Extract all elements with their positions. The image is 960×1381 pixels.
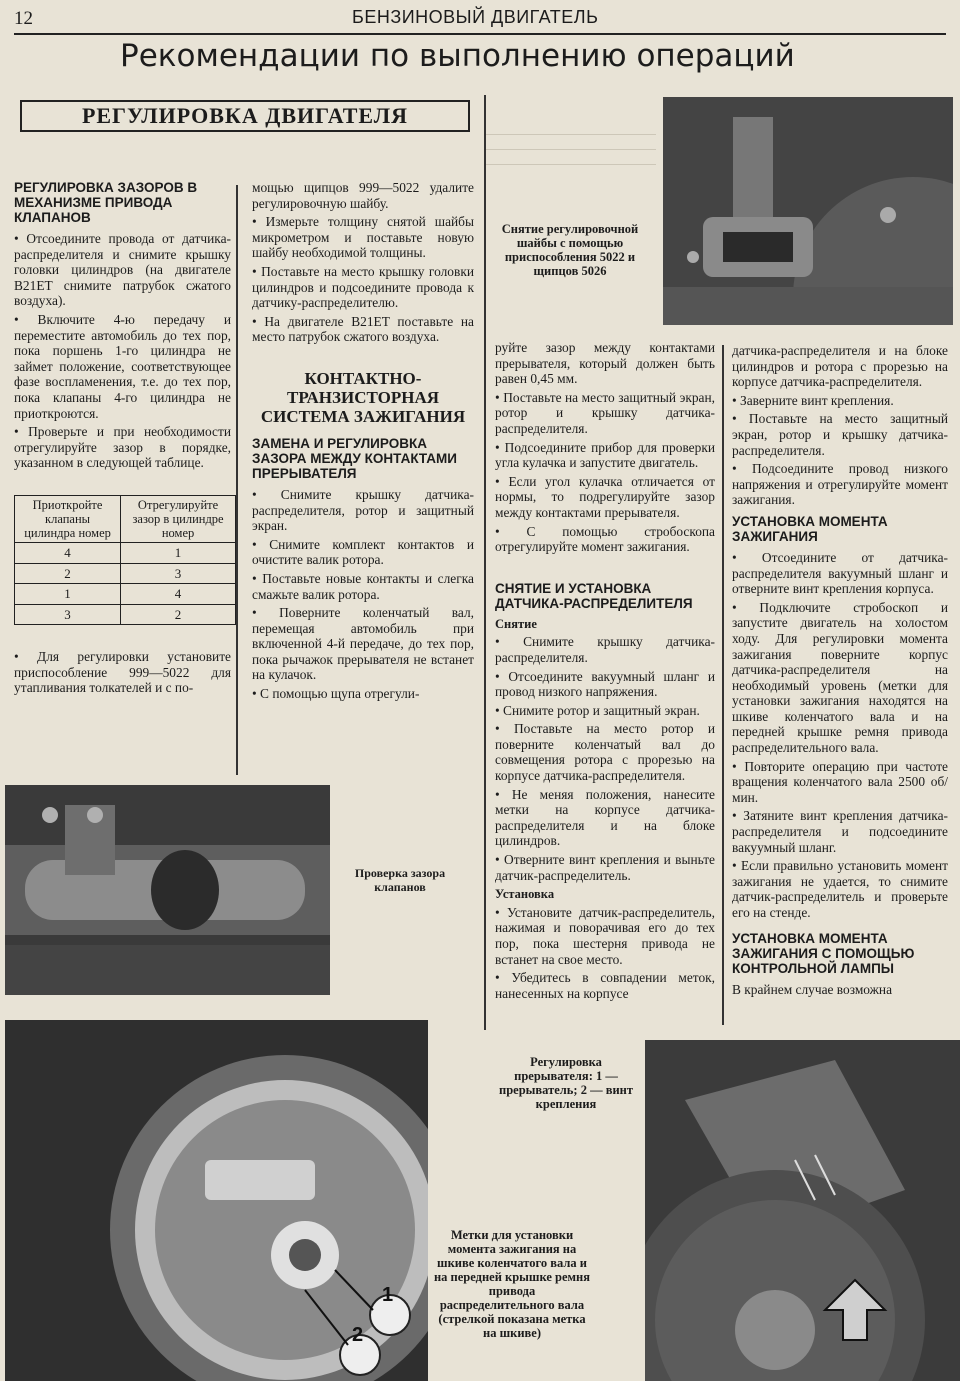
table-cell: 3 (15, 604, 121, 625)
column-divider-2 (484, 95, 486, 1030)
table-row (15, 584, 236, 605)
col2-paragraph: • Измерьте толщину снятой шайбы микрометром и поставьте новую шайбу необходимой толщины. (252, 214, 474, 261)
table-cell: 4 (121, 584, 236, 605)
page-title: Рекомендации по выполнению операций (120, 38, 795, 74)
col2-paragraph: мощью щипцов 999—5022 удалите регулировочную шайбу. (252, 180, 474, 211)
column-4 (732, 343, 948, 1000)
col2-paragraph: • Поставьте на место крышку головки цилиндров и подсоедините провода к датчику-распределителю. (252, 263, 474, 311)
shim-removal-caption: Снятие регулировочной шайбы с помощью приспособления 5022 и щипцов 5026 (501, 222, 639, 278)
valve-clearance-illustration (5, 785, 330, 995)
col3-paragraph: руйте зазор между контактами прерывателя, который должен быть равен 0,45 мм. (495, 340, 715, 387)
col2-paragraph: • Снимите крышку датчика-распределителя, ротор и защитный экран. (252, 486, 474, 534)
table-header-adjust: Отрегулируйте зазор в цилиндре номер (121, 495, 236, 542)
timing-marks-caption: Метки для установки момента зажигания на шкиве коленчатого вала и на передней крышке ремня привода распределительного вала (стрелкой показана метка на шкиве) (433, 1228, 591, 1340)
ignition-system-heading: КОНТАКТНО-ТРАНЗИСТОРНАЯ СИСТЕМА ЗАЖИГАНИЯ (260, 368, 466, 426)
col3-paragraph: • Отверните винт крепления и выньте датчик-распределитель. (495, 852, 715, 883)
col4-paragraph: • Отсоедините от датчика-распределителя вакуумный шланг и отверните винт крепления корпуса. (732, 549, 948, 597)
col3-paragraph: • Снимите ротор и защитный экран. (495, 702, 700, 718)
removal-subheading: Снятие (495, 616, 537, 631)
col3-paragraph: • Подсоедините прибор для проверки угла кулачка и запустите двигатель. (495, 439, 715, 471)
col3-paragraph: • Снимите крышку датчика-распределителя. (495, 634, 715, 665)
table-cell: 2 (15, 563, 121, 584)
col1-paragraph: • Проверьте и при необходимости отрегулируйте зазор в порядке, указанном в следующей таблице. (14, 424, 231, 471)
col2-paragraph: • На двигателе B21ET поставьте на место патрубок сжатого воздуха. (252, 313, 474, 345)
column-1 (14, 180, 231, 699)
col4-paragraph: датчика-распределителя и на блоке цилиндров и ротора с прорезью на корпусе датчика-распределителя. (732, 343, 948, 390)
col4-paragraph: • Повторите операцию при частоте вращения коленчатого вала 2500 об/мин. (732, 758, 948, 805)
running-head: БЕНЗИНОВЫЙ ДВИГАТЕЛЬ (352, 7, 599, 27)
col1-paragraph: • Для регулировки установите приспособление 999—5022 для утапливания толкателей и с по- (14, 649, 231, 696)
breaker-illustration (5, 1020, 428, 1381)
col2-paragraph: • Снимите комплект контактов и очистите валик ротора. (252, 536, 474, 568)
callout-2: 2 (352, 1324, 364, 1346)
header-rule (14, 33, 946, 35)
table-cell: 2 (121, 604, 236, 625)
timing-marks-photo (645, 1040, 960, 1381)
col3-paragraph: • Убедитесь в совпадении меток, нанесенных на корпусе (495, 970, 715, 1001)
col2-paragraph: • Поставьте новые контакты и слегка смажьте валик ротора. (252, 570, 474, 602)
col3-paragraph: • Поставьте на место защитный экран, ротор и крышку датчика-распределителя. (495, 389, 715, 436)
breaker-photo (5, 1020, 428, 1381)
column-2 (252, 180, 474, 705)
col1-paragraph: • Включите 4-ю передачу и переместите автомобиль до тех пор, пока поршень 1-го цилиндра не займет положение, соответствующее фазе воспламенения, т.е. до тех пор, пока клапаны 4-го цилиндра не приоткроются. (14, 311, 231, 421)
column-3 (495, 222, 715, 1004)
table-cell: 1 (15, 584, 121, 605)
col3-paragraph: • С помощью стробоскопа отрегулируйте момент зажигания. (495, 523, 715, 555)
col2-paragraph: • Поверните коленчатый вал, перемещая автомобиль при включенной 4-й передаче, до тех пор, пока рычажок прерывателя не встанет на кулачок. (252, 605, 474, 683)
table-row (15, 563, 236, 584)
col4-paragraph: • Затяните винт крепления датчика-распределителя и подсоедините вакуумный шланг. (732, 808, 948, 855)
table-cell: 1 (121, 542, 236, 563)
timing-lamp-heading: УСТАНОВКА МОМЕНТА ЗАЖИГАНИЯ С ПОМОЩЬЮ КОНТРОЛЬНОЙ ЛАМПЫ (732, 930, 915, 976)
callout-1: 1 (382, 1284, 394, 1306)
col4-paragraph: • Подключите стробоскоп и запустите двигатель на холостом ходу. Для регулировки момента зажигания поверните корпус датчика-распределителя на необходимый уровень (метки для установки зажигания находятся на шкиве коленчатого вала и на передней крышке ремня привода распределительного вала. (732, 599, 948, 756)
timing-marks-illustration (645, 1040, 960, 1381)
table-header-open: Приоткройте клапаны цилиндра номер (15, 495, 121, 542)
col3-paragraph: • Поставьте на место ротор и поверните коленчатый вал до совмещения ротора с прорезью на корпусе датчика-распределителя. (495, 721, 715, 784)
table-cell: 4 (15, 542, 121, 563)
distributor-heading: СНЯТИЕ И УСТАНОВКА ДАТЧИКА-РАСПРЕДЕЛИТЕЛЯ (495, 580, 693, 611)
table-row (15, 604, 236, 625)
col1-paragraph: • Отсоедините провода от датчика-распределителя и снимите крышку головки цилиндров (на двигателе B21ET снимите патрубок сжатого воздуха). (14, 231, 231, 309)
col3-paragraph: • Установите датчик-распределитель, нажимая и поворачивая его до тех пор, пока шестерня привода не встанет на свое место. (495, 904, 715, 967)
valve-order-table (14, 495, 236, 625)
col4-paragraph: • Поставьте на место защитный экран, ротор и крышку датчика-распределителя. (732, 411, 948, 458)
col4-paragraph: В крайнем случае возможна (732, 981, 893, 997)
breaker-caption: Регулировка прерывателя: 1 — прерыватель; 2 — винт крепления (499, 1055, 633, 1111)
valve-clearance-photo (5, 785, 330, 995)
column-divider-1 (236, 185, 238, 775)
bleed-through-area (486, 120, 656, 165)
col2-paragraph: • С помощью щупа отрегули- (252, 686, 420, 702)
table-cell: 3 (121, 563, 236, 584)
col3-paragraph: • Не меняя положения, нанесите метки на корпусе датчика-распределителя и на блоке цилиндров. (495, 786, 715, 849)
breaker-gap-heading: ЗАМЕНА И РЕГУЛИРОВКА ЗАЗОРА МЕЖДУ КОНТАКТАМИ ПРЕРЫВАТЕЛЯ (252, 435, 457, 481)
section-box-heading: РЕГУЛИРОВКА ДВИГАТЕЛЯ (20, 100, 470, 132)
valve-clearance-heading: РЕГУЛИРОВКА ЗАЗОРОВ В МЕХАНИЗМЕ ПРИВОДА КЛАПАНОВ (14, 180, 198, 225)
timing-heading: УСТАНОВКА МОМЕНТА ЗАЖИГАНИЯ (732, 513, 888, 544)
column-divider-3 (722, 345, 724, 1025)
page-number: 12 (14, 8, 33, 29)
col3-paragraph: • Если угол кулачка отличается от нормы, то подрегулируйте зазор между контактами прерывателя. (495, 473, 715, 520)
valve-clearance-caption: Проверка зазора клапанов (354, 866, 446, 894)
col3-paragraph: • Отсоедините вакуумный шланг и провод низкого напряжения. (495, 668, 715, 700)
col4-paragraph: • Заверните винт крепления. (732, 392, 894, 408)
table-row (15, 542, 236, 563)
col4-paragraph: • Если правильно установить момент зажигания не удается, то снимите датчик-распределитель и проверьте его на стенде. (732, 858, 948, 920)
installation-subheading: Установка (495, 887, 555, 902)
col4-paragraph: • Подсоедините провод низкого напряжения и отрегулируйте момент зажигания. (732, 461, 948, 508)
